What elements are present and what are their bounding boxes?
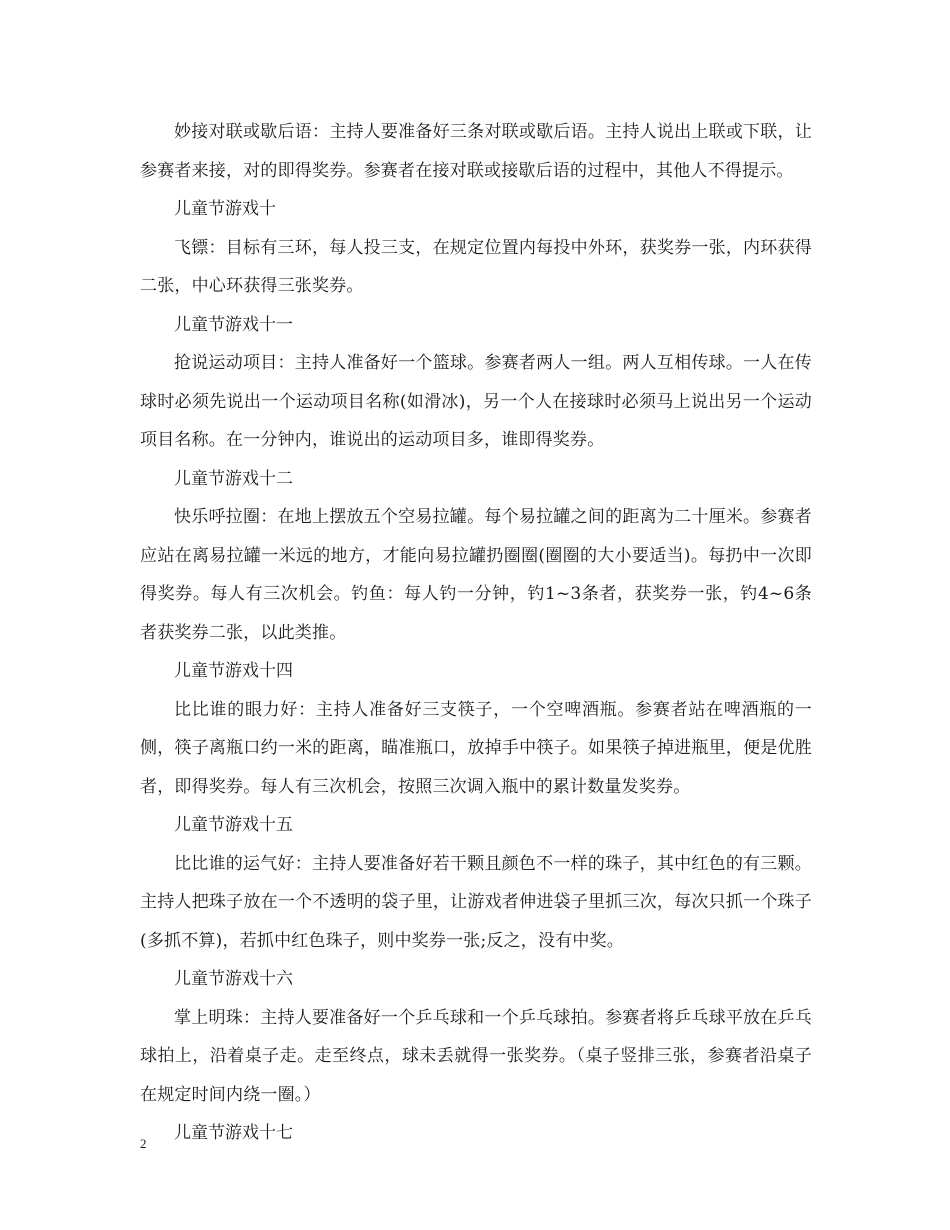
paragraph-darts: 飞镖：目标有三环，每人投三支，在规定位置内每投中外环，获奖券一张，内环获得二张，中心环获得三张奖券。 — [140, 237, 812, 296]
page-number: 2 — [140, 1136, 147, 1151]
paragraph-couplets: 妙接对联或歇后语：主持人要准备好三条对联或歇后语。主持人说出上联或下联，让参赛者来接，对的即得奖券。参赛者在接对联或接歇后语的过程中，其他人不得提示。 — [140, 122, 812, 181]
heading-game-12: 儿童节游戏十二 — [174, 468, 293, 489]
heading-game-15: 儿童节游戏十五 — [174, 815, 293, 835]
heading-game-10: 儿童节游戏十 — [174, 199, 276, 219]
heading-game-16: 儿童节游戏十六 — [174, 969, 293, 989]
paragraph-eyesight: 比比谁的眼力好：主持人准备好三支筷子，一个空啤酒瓶。参赛者站在啤酒瓶的一侧，筷子离瓶口约一米的距离，瞄准瓶口，放掉手中筷子。如果筷子掉进瓶里，便是优胜者，即得奖券。每人有三次机会，按照三次调入瓶中的累计数量发奖券。 — [140, 699, 812, 797]
heading-game-17: 儿童节游戏十七 — [174, 1123, 293, 1143]
paragraph-hula-hoop: 快乐呼拉圈：在地上摆放五个空易拉罐。每个易拉罐之间的距离为二十厘米。参赛者应站在离易拉罐一米远的地方，才能向易拉罐扔圈圈(圈圈的大小要适当)。每扔中一次即得奖券。每人有三次机会。钓鱼：每人钓一分钟，钓1~3条者，获奖券一张，钓4~6条者获奖券二张，以此类推。 — [140, 507, 812, 643]
heading-game-11: 儿童节游戏十一 — [174, 314, 293, 335]
paragraph-ping-pong: 掌上明珠：主持人要准备好一个乒乓球和一个乒乓球拍。参赛者将乒乓球平放在乒乓球拍上，沿着桌子走。走至终点，球未丢就得一张奖券。（桌子竖排三张，参赛者沿桌子在规定时间内绕一圈。） — [140, 1007, 812, 1105]
paragraph-luck: 比比谁的运气好：主持人要准备好若干颗且颜色不一样的珠子，其中红色的有三颗。主持人把珠子放在一个不透明的袋子里，让游戏者伸进袋子里抓三次，每次只抓一个珠子(多抓不算)，若抓中红色珠子，则中奖券一张;反之，没有中奖。 — [140, 853, 812, 951]
paragraph-sports-names: 抢说运动项目：主持人准备好一个篮球。参赛者两人一组。两人互相传球。一人在传球时必须先说出一个运动项目名称(如滑冰)，另一个人在接球时必须马上说出另一个运动项目名称。在一分钟内，谁说出的运动项目多，谁即得奖券。 — [140, 353, 812, 450]
heading-game-14: 儿童节游戏十四 — [174, 661, 293, 681]
document-body — [140, 113, 812, 1153]
